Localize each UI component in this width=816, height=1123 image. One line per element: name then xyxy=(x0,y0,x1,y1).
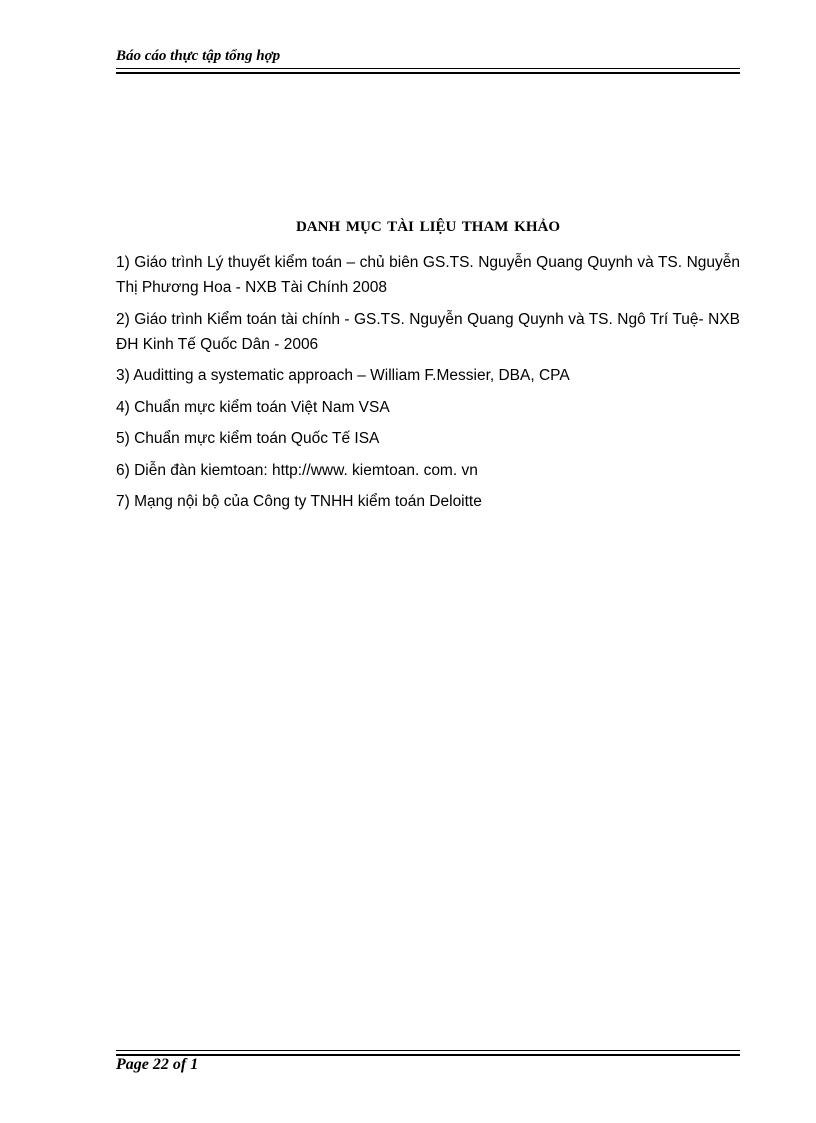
references-heading: DANH MỤC TÀI LIỆU THAM KHẢO xyxy=(295,219,561,235)
page-header-title: Báo cáo thực tập tổng hợp xyxy=(116,48,281,64)
reference-item: 7) Mạng nội bộ của Công ty TNHH kiểm toán Deloitte xyxy=(116,493,482,510)
reference-item: 4) Chuẩn mực kiểm toán Việt Nam VSA xyxy=(116,398,390,416)
footer-divider xyxy=(116,1050,740,1056)
reference-item: 6) Diễn đàn kiemtoan: http://www. kiemtoan. com. vn xyxy=(116,461,478,479)
page-number: Page 22 of 1 xyxy=(116,1056,199,1073)
references-list xyxy=(116,250,740,521)
reference-item: 3) Auditting a systematic approach – William F.Messier, DBA, CPA xyxy=(116,367,570,384)
reference-item: 2) Giáo trình Kiểm toán tài chính - GS.TS. Nguyễn Quang Quynh và TS. Ngô Trí Tuệ- NXB ĐH Kinh Tế Quốc Dân - 2006 xyxy=(116,310,740,353)
reference-item: 1) Giáo trình Lý thuyết kiểm toán – chủ biên GS.TS. Nguyễn Quang Quynh và TS. Nguyễn Thị Phương Hoa - NXB Tài Chính 2008 xyxy=(116,254,740,296)
reference-item: 5) Chuẩn mực kiểm toán Quốc Tế ISA xyxy=(116,430,380,447)
header-divider xyxy=(116,68,740,74)
